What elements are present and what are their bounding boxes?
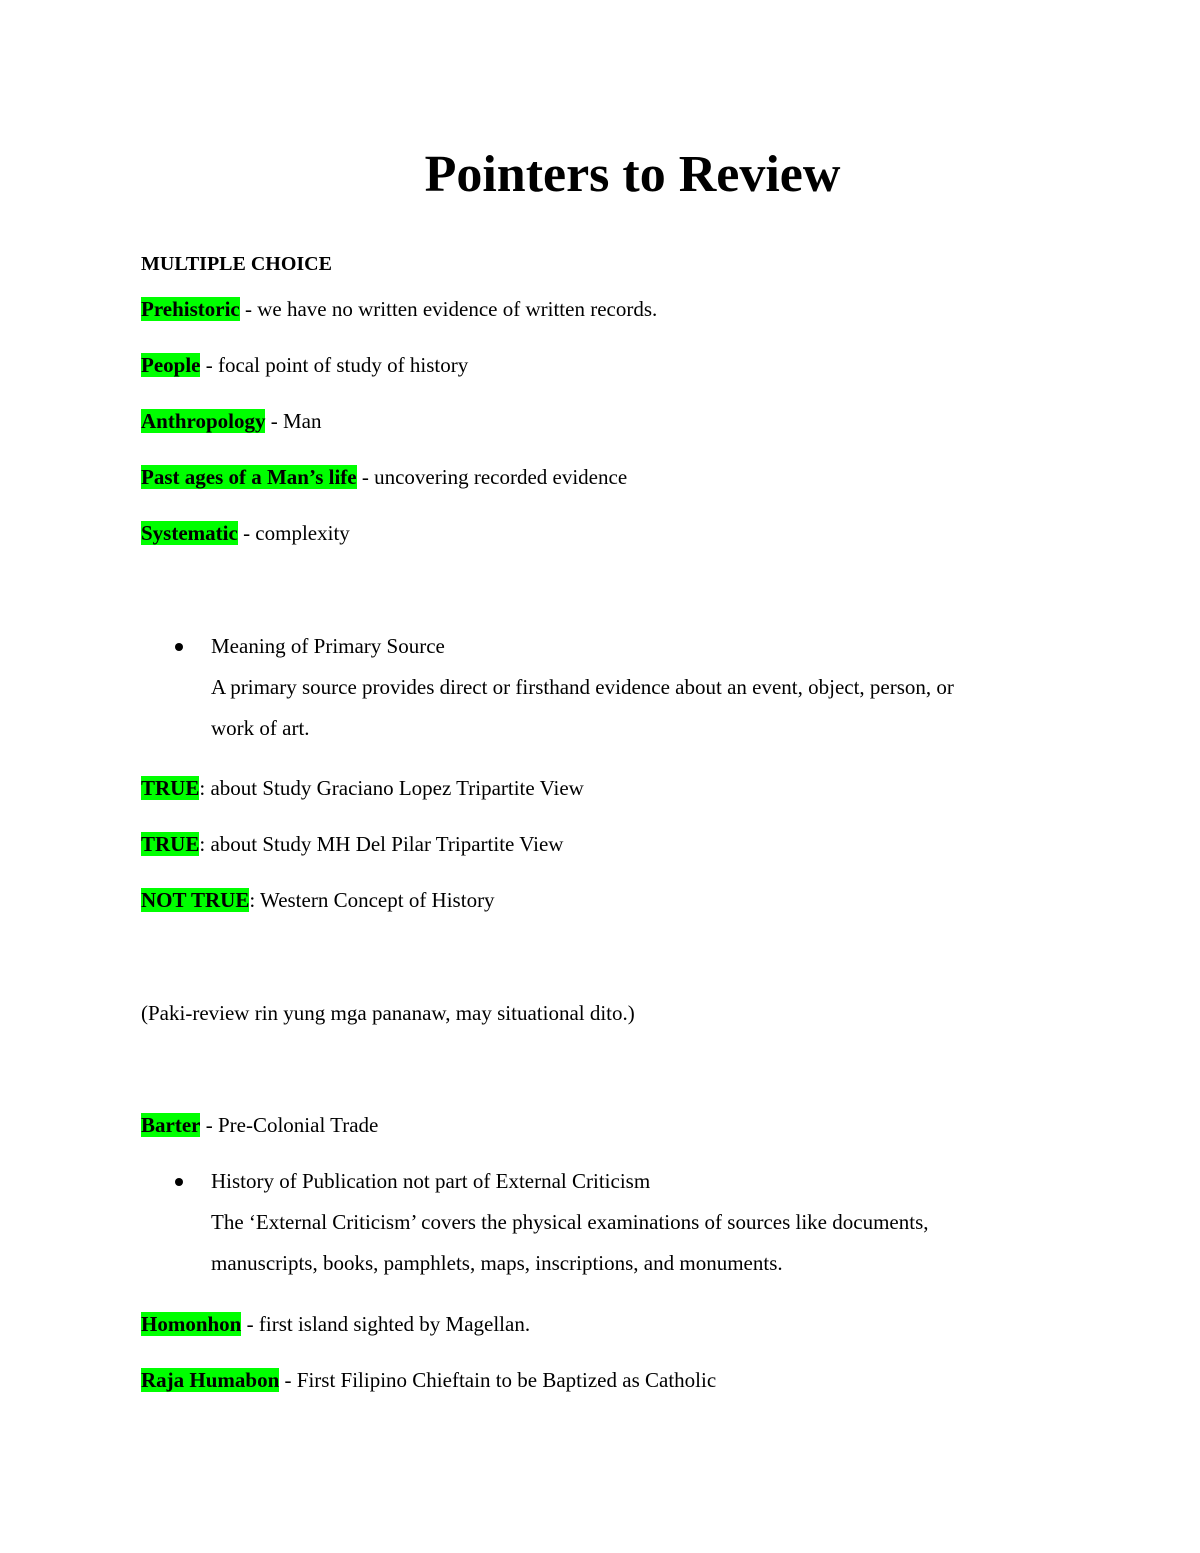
highlighted-term: Prehistoric [141, 297, 240, 321]
bullet-text-line: A primary source provides direct or firsthand evidence about an event, object, person, or [211, 675, 954, 699]
definition-text: - Pre-Colonial Trade [200, 1113, 379, 1137]
bullet-heading: History of Publication not part of External Criticism [211, 1169, 651, 1193]
review-note: (Paki-review rin yung mga pananaw, may situational dito.) [141, 1001, 635, 1025]
section-heading: MULTIPLE CHOICE [141, 253, 332, 275]
definition-text: - Man [265, 409, 322, 433]
definition-line [141, 295, 657, 323]
bullet-heading: Meaning of Primary Source [211, 634, 445, 658]
definition-text: - First Filipino Chieftain to be Baptized as Catholic [279, 1368, 717, 1392]
definition-text: - uncovering recorded evidence [356, 465, 628, 489]
definition-text: - first island sighted by Magellan. [241, 1312, 531, 1336]
definition-text: - we have no written evidence of written records. [239, 297, 658, 321]
definition-line [141, 1366, 716, 1394]
highlighted-term: Barter [141, 1113, 201, 1137]
definition-line [141, 407, 321, 435]
highlighted-term: NOT TRUE [141, 888, 250, 912]
highlighted-term: TRUE [141, 832, 200, 856]
highlighted-term: Systematic [141, 521, 238, 545]
definition-line [141, 351, 468, 379]
bullet-item-external-criticism [211, 1161, 929, 1284]
bullet-icon [175, 1178, 183, 1186]
true-false-line [141, 830, 563, 858]
statement-text: : Western Concept of History [249, 888, 495, 912]
bullet-text-line: manuscripts, books, pamphlets, maps, inscriptions, and monuments. [211, 1251, 783, 1275]
definition-line [141, 1310, 530, 1338]
bullet-item-primary-source [211, 626, 954, 749]
definition-line [141, 519, 350, 547]
true-false-line [141, 886, 495, 914]
true-false-line [141, 774, 584, 802]
statement-text: : about Study Graciano Lopez Tripartite View [199, 776, 584, 800]
highlighted-term: Anthropology [141, 409, 266, 433]
definition-text: - complexity [237, 521, 350, 545]
bullet-icon [175, 643, 183, 651]
highlighted-term: Homonhon [141, 1312, 242, 1336]
statement-text: : about Study MH Del Pilar Tripartite View [199, 832, 564, 856]
highlighted-term: Past ages of a Man’s life [141, 465, 357, 489]
highlighted-term: People [141, 353, 201, 377]
page-title: Pointers to Review [424, 146, 841, 203]
bullet-text-line: The ‘External Criticism’ covers the physical examinations of sources like documents, [211, 1210, 929, 1234]
highlighted-term: Raja Humabon [141, 1368, 280, 1392]
definition-text: - focal point of study of history [200, 353, 469, 377]
highlighted-term: TRUE [141, 776, 200, 800]
bullet-text-line: work of art. [211, 716, 310, 740]
definition-line [141, 1111, 378, 1139]
definition-line [141, 463, 627, 491]
